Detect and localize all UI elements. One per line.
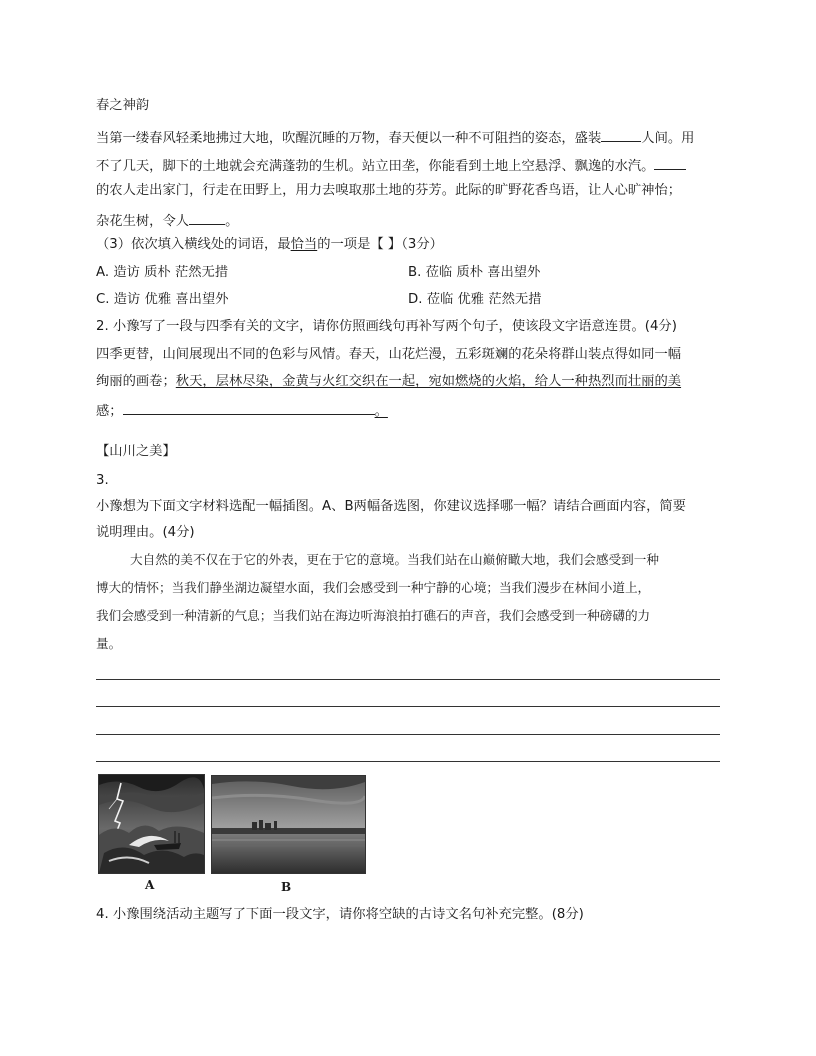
question-3-number: 3.: [96, 473, 109, 488]
caption-a: A: [145, 878, 155, 892]
q2-paragraph-line-1: 四季更替，山间展现出不同的色彩与风情。春天，山花烂漫，五彩斑斓的花朵将群山装点得如同一幅: [96, 347, 682, 362]
question-4-stem: 4. 小豫围绕活动主题写了下面一段文字，请你将空缺的古诗文名句补充完整。(8分): [96, 907, 584, 922]
option-c[interactable]: C. 造访 优雅 喜出望外: [96, 292, 229, 307]
illustration-a-stormy-sea: [98, 774, 205, 874]
answer-blank-3[interactable]: [189, 210, 225, 225]
quote-line-3: 我们会感受到一种清新的气息；当我们站在海边听海浪拍打礁石的声音，我们会感受到一种磅礴的力: [96, 608, 651, 623]
section-title-mountains: 【山川之美】: [96, 444, 176, 459]
q2-paragraph-line-3: 感； 。: [96, 400, 388, 421]
question-3-stem-line-1: 小豫想为下面文字材料选配一幅插图。A、B两幅备选图，你建议选择哪一幅？请结合画面内容，简要: [96, 499, 686, 514]
answer-rule-4[interactable]: [96, 761, 720, 762]
passage-line-1: 当第一缕春风轻柔地拂过大地，吹醒沉睡的万物，春天便以一种不可阻挡的姿态，盛装 人间。用: [96, 127, 694, 148]
option-d[interactable]: D. 莅临 优雅 茫然无措: [408, 292, 542, 307]
storm-image: [99, 775, 204, 873]
answer-line[interactable]: [123, 400, 375, 415]
question-3-stem: （3）依次填入横线处的词语，最恰当的一项是【 】（3分）: [96, 237, 443, 252]
caption-b: B: [281, 880, 292, 894]
answer-rule-1[interactable]: [96, 679, 720, 680]
passage-line-3: 的农人走出家门，行走在田野上，用力去嗅取那土地的芬芳。此际的旷野花香鸟语，让人心旷神怡；: [96, 183, 682, 198]
emphasis-word: 恰当: [290, 237, 318, 252]
answer-rule-2[interactable]: [96, 706, 720, 707]
answer-blank-2[interactable]: [654, 155, 686, 170]
passage-line-4: 杂花生树，令人 。: [96, 210, 238, 231]
underlined-sentence: 秋天，层林尽染，金黄与火红交织在一起，宛如燃烧的火焰，给人一种热烈而壮丽的美: [175, 374, 682, 389]
option-a[interactable]: A. 造访 质朴 茫然无措: [96, 265, 229, 280]
lake-image: [212, 776, 365, 873]
quote-line-4: 量。: [96, 636, 122, 651]
section-title: 春之神韵: [96, 98, 150, 113]
answer-blank-1[interactable]: [601, 127, 641, 142]
option-b[interactable]: B. 莅临 质朴 喜出望外: [408, 265, 541, 280]
question-3-stem-line-2: 说明理由。(4分): [96, 525, 195, 540]
question-2-stem: 2. 小豫写了一段与四季有关的文字，请你仿照画线句再补写两个句子，使该段文字语意连贯。(4分): [96, 319, 677, 334]
quote-line-2: 博大的情怀；当我们静坐湖边凝望水面，我们会感受到一种宁静的心境；当我们漫步在林间小道上，: [96, 580, 651, 595]
q2-paragraph-line-2: 绚丽的画卷；秋天，层林尽染，金黄与火红交织在一起，宛如燃烧的火焰，给人一种热烈而壮丽的美: [96, 374, 682, 389]
passage-line-2: 不了几天，脚下的土地就会充满蓬勃的生机。站立田垄，你能看到土地上空悬浮、飘逸的水汽。: [96, 155, 686, 176]
answer-rule-3[interactable]: [96, 734, 720, 735]
quote-line-1: 大自然的美不仅在于它的外表，更在于它的意境。当我们站在山巅俯瞰大地，我们会感受到一种: [130, 552, 659, 567]
illustration-b-calm-lake: [211, 775, 366, 874]
